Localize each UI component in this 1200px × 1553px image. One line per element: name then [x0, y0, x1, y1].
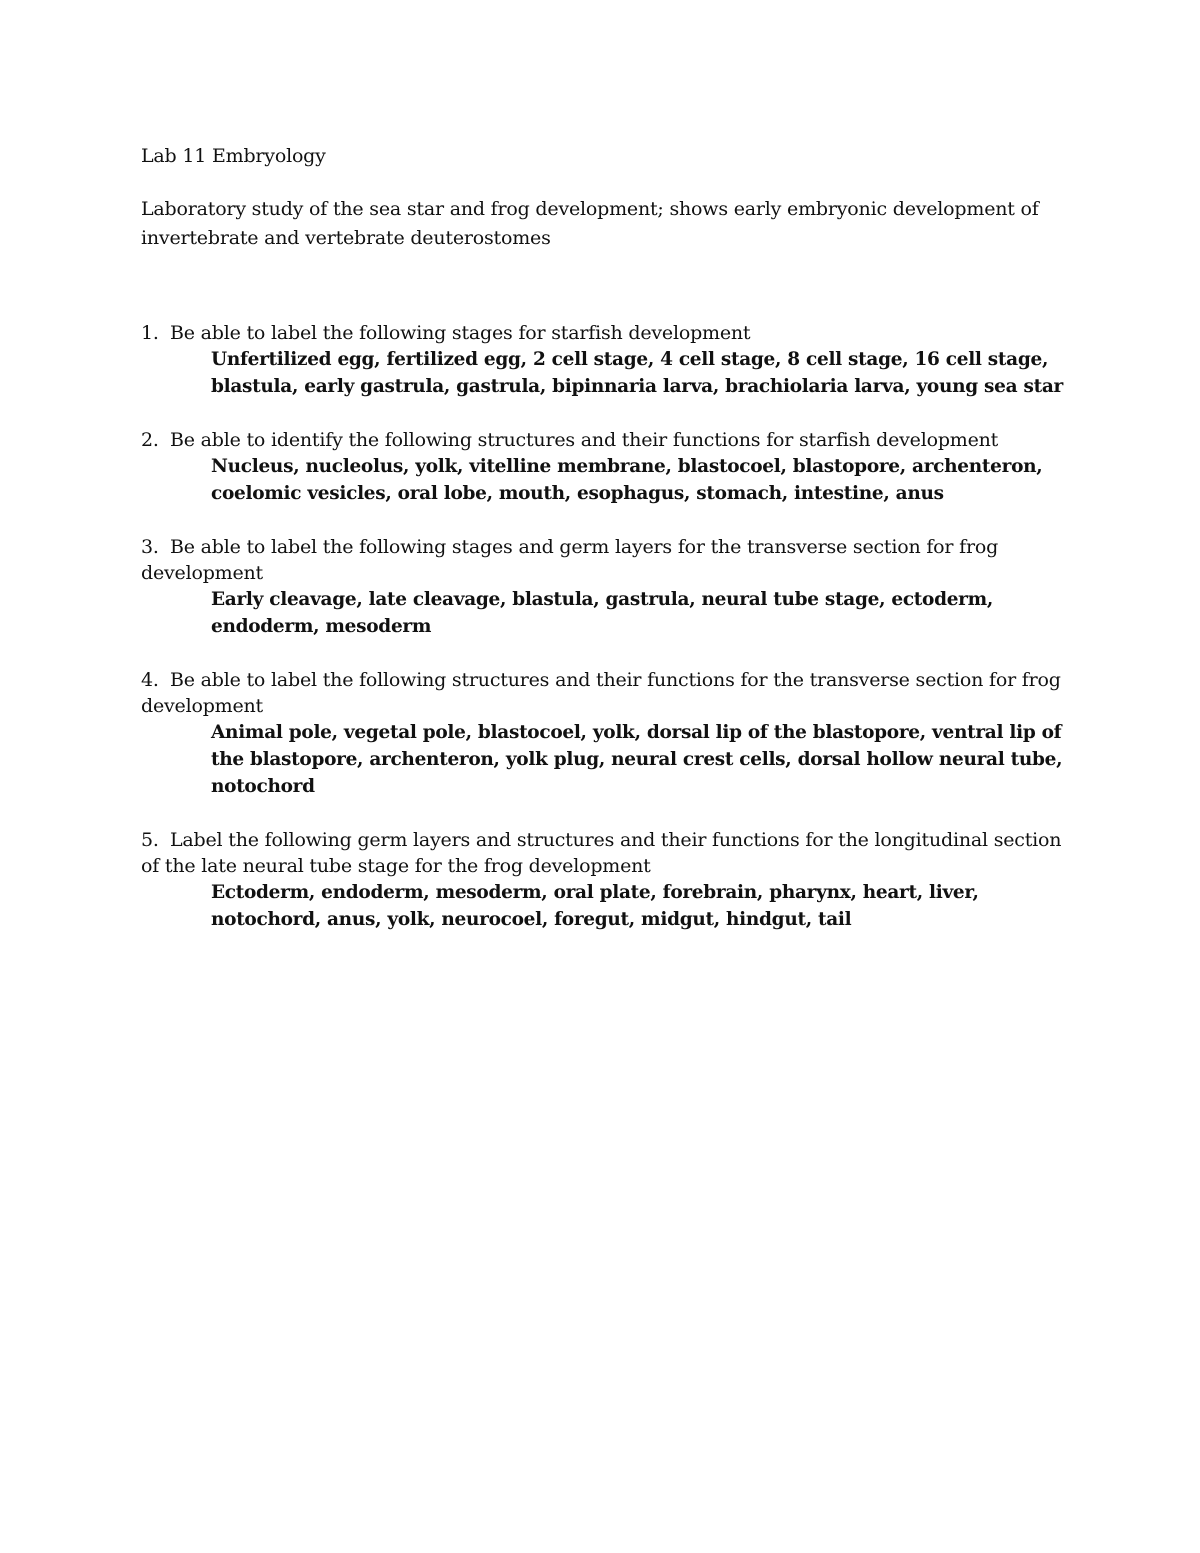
document-title: Lab 11 Embryology: [141, 145, 326, 167]
item-terms: Unfertilized egg, fertilized egg, 2 cell stage, 4 cell stage, 8 cell stage, 16 cell stage, blastula, early gastrula, gastrula, bipinnaria larva, brachiolaria larva, young sea star: [211, 349, 1063, 397]
item-terms: Animal pole, vegetal pole, blastocoel, yolk, dorsal lip of the blastopore, ventral lip of the blastopore, archenteron, yolk plug, neural crest cells, dorsal hollow neural tube, notochord: [211, 722, 1063, 797]
item-number: 4.: [141, 669, 159, 691]
item-number: 5.: [141, 829, 159, 851]
list-item: [141, 827, 1066, 933]
item-prompt-text: Label the following germ layers and structures and their functions for the longitudinal section of the late neural tube stage for the frog development: [141, 829, 1062, 877]
item-prompt-text: Be able to identify the following structures and their functions for starfish development: [170, 429, 999, 451]
list-item: [141, 320, 1066, 400]
list-item: [141, 667, 1066, 800]
item-prompt-text: Be able to label the following structures and their functions for the transverse section for frog development: [141, 669, 1061, 717]
item-prompt: [141, 827, 1066, 879]
item-prompt: [141, 667, 1066, 719]
item-prompt: [141, 320, 1066, 346]
list-item: [141, 427, 1066, 507]
item-terms: Nucleus, nucleolus, yolk, vitelline membrane, blastocoel, blastopore, archenteron, coelomic vesicles, oral lobe, mouth, esophagus, stomach, intestine, anus: [211, 456, 1043, 504]
item-terms: Ectoderm, endoderm, mesoderm, oral plate, forebrain, pharynx, heart, liver, notochord, anus, yolk, neurocoel, foregut, midgut, hindgut, tail: [211, 882, 979, 930]
item-number: 2.: [141, 429, 159, 451]
item-prompt: [141, 534, 1066, 586]
item-terms: Early cleavage, late cleavage, blastula, gastrula, neural tube stage, ectoderm, endoderm, mesoderm: [211, 589, 994, 637]
item-number: 3.: [141, 536, 159, 558]
item-prompt: [141, 427, 1066, 453]
list-item: [141, 534, 1066, 640]
item-number: 1.: [141, 322, 159, 344]
item-prompt-text: Be able to label the following stages and germ layers for the transverse section for frog development: [141, 536, 999, 584]
document-body: [141, 143, 1066, 960]
document-intro: Laboratory study of the sea star and frog development; shows early embryonic development of invertebrate and vertebrate deuterostomes: [141, 198, 1039, 249]
item-prompt-text: Be able to label the following stages for starfish development: [170, 322, 751, 344]
